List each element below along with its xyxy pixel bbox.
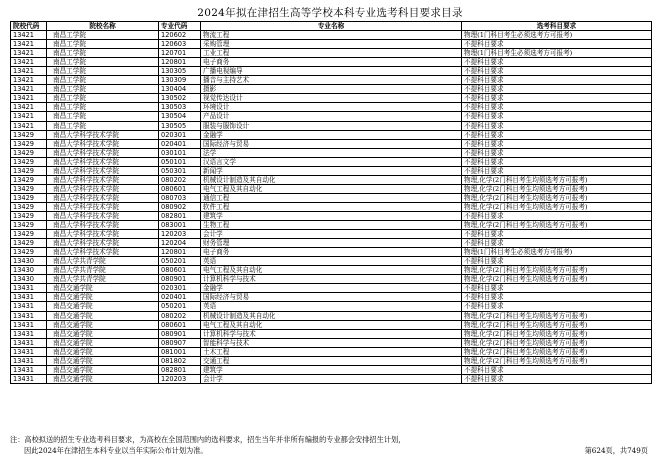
subject-requirement-cell: 物理,化学(2门科目考生均须选考方可报考) [462, 347, 652, 356]
school-code-cell: 13421 [11, 112, 47, 121]
table-row [11, 85, 652, 94]
header-major-code: 专业代码 [159, 22, 201, 31]
school-code-cell: 13421 [11, 40, 47, 49]
subject-requirement-cell: 物理(1门科目考生必须选考方可报考) [462, 49, 652, 58]
major-code-cell: 120203 [159, 230, 201, 239]
school-name-cell: 南昌大学科学技术学院 [47, 184, 159, 193]
subject-requirement-cell: 物理(1门科目考生必须选考方可报考) [462, 248, 652, 257]
table-row [11, 329, 652, 338]
table-row [11, 157, 652, 166]
school-name-cell: 南昌工学院 [47, 76, 159, 85]
school-name-cell: 南昌大学科学技术学院 [47, 211, 159, 220]
table-row [11, 121, 652, 130]
school-code-cell: 13429 [11, 175, 47, 184]
major-code-cell: 120204 [159, 239, 201, 248]
major-name-cell: 交通工程 [201, 356, 462, 365]
school-name-cell: 南昌大学科学技术学院 [47, 239, 159, 248]
major-name-cell: 采购管理 [201, 40, 462, 49]
school-name-cell: 南昌大学科学技术学院 [47, 221, 159, 230]
table-row [11, 230, 652, 239]
school-code-cell: 13421 [11, 85, 47, 94]
major-code-cell: 130503 [159, 103, 201, 112]
table-row [11, 374, 652, 383]
subject-requirement-cell: 不提科目要求 [462, 94, 652, 103]
major-name-cell: 广播电视编导 [201, 67, 462, 76]
major-code-cell: 030101 [159, 148, 201, 157]
subject-requirement-cell: 物理,化学(2门科目考生均须选考方可报考) [462, 193, 652, 202]
table-row [11, 311, 652, 320]
subject-requirement-cell: 物理(1门科目考生必须选考方可报考) [462, 31, 652, 40]
school-code-cell: 13429 [11, 248, 47, 257]
school-code-cell: 13431 [11, 329, 47, 338]
major-name-cell: 服装与服饰设计 [201, 121, 462, 130]
table-row [11, 166, 652, 175]
school-name-cell: 南昌大学科学技术学院 [47, 157, 159, 166]
subject-requirement-cell: 不提科目要求 [462, 85, 652, 94]
subject-requirement-cell: 不提科目要求 [462, 239, 652, 248]
table-row [11, 248, 652, 257]
major-name-cell: 环境设计 [201, 103, 462, 112]
major-name-cell: 软件工程 [201, 202, 462, 211]
table-row [11, 49, 652, 58]
school-code-cell: 13431 [11, 374, 47, 383]
table-row [11, 58, 652, 67]
school-code-cell: 13421 [11, 31, 47, 40]
major-code-cell: 050201 [159, 302, 201, 311]
school-name-cell: 南昌交通学院 [47, 311, 159, 320]
table-row [11, 211, 652, 220]
school-code-cell: 13429 [11, 239, 47, 248]
footnote-line-2: 因此2024年在津招生本科专业以当年实际公布计划为准。 [24, 446, 208, 455]
school-name-cell: 南昌交通学院 [47, 320, 159, 329]
major-code-cell: 081802 [159, 356, 201, 365]
school-name-cell: 南昌交通学院 [47, 347, 159, 356]
school-code-cell: 13421 [11, 76, 47, 85]
school-name-cell: 南昌交通学院 [47, 284, 159, 293]
major-name-cell: 国际经济与贸易 [201, 139, 462, 148]
major-name-cell: 电子商务 [201, 248, 462, 257]
major-code-cell: 130502 [159, 94, 201, 103]
major-code-cell: 081001 [159, 347, 201, 356]
footnote-line-1: 注：高校拟送的招生专业选考科目要求，为高校在全国范围内的选科要求，招生当年并非所有编报的专业都会安排招生计划， [10, 435, 406, 444]
school-code-cell: 13429 [11, 139, 47, 148]
subject-requirement-cell: 不提科目要求 [462, 112, 652, 121]
major-name-cell: 电气工程及其自动化 [201, 266, 462, 275]
major-name-cell: 财务管理 [201, 239, 462, 248]
school-name-cell: 南昌大学科学技术学院 [47, 202, 159, 211]
school-name-cell: 南昌工学院 [47, 58, 159, 67]
table-row [11, 356, 652, 365]
school-name-cell: 南昌大学科学技术学院 [47, 230, 159, 239]
major-code-cell: 130504 [159, 112, 201, 121]
school-name-cell: 南昌工学院 [47, 40, 159, 49]
major-code-cell: 080902 [159, 202, 201, 211]
major-name-cell: 新闻学 [201, 166, 462, 175]
subject-requirement-cell: 物理,化学(2门科目考生均须选考方可报考) [462, 356, 652, 365]
school-code-cell: 13429 [11, 230, 47, 239]
major-code-cell: 020301 [159, 130, 201, 139]
major-name-cell: 会计学 [201, 230, 462, 239]
major-name-cell: 电气工程及其自动化 [201, 184, 462, 193]
school-code-cell: 13421 [11, 49, 47, 58]
school-code-cell: 13429 [11, 130, 47, 139]
school-code-cell: 13421 [11, 103, 47, 112]
subject-requirement-cell: 不提科目要求 [462, 374, 652, 383]
major-code-cell: 050301 [159, 166, 201, 175]
table-row [11, 239, 652, 248]
school-name-cell: 南昌交通学院 [47, 365, 159, 374]
document-title: 2024年拟在津招生高等学校本科专业选考科目要求目录 [197, 7, 463, 19]
school-name-cell: 南昌工学院 [47, 94, 159, 103]
major-name-cell: 汉语言文学 [201, 157, 462, 166]
major-code-cell: 080901 [159, 275, 201, 284]
table-body [11, 31, 652, 384]
subject-requirement-cell: 物理,化学(2门科目考生均须选考方可报考) [462, 184, 652, 193]
subject-requirement-cell: 不提科目要求 [462, 121, 652, 130]
major-name-cell: 通信工程 [201, 193, 462, 202]
school-name-cell: 南昌工学院 [47, 103, 159, 112]
table-row [11, 275, 652, 284]
school-code-cell: 13430 [11, 257, 47, 266]
table-header-row [11, 22, 652, 31]
major-code-cell: 020401 [159, 139, 201, 148]
major-code-cell: 130404 [159, 85, 201, 94]
school-name-cell: 南昌交通学院 [47, 329, 159, 338]
school-name-cell: 南昌大学科学技术学院 [47, 130, 159, 139]
school-name-cell: 南昌大学科学技术学院 [47, 148, 159, 157]
school-name-cell: 南昌工学院 [47, 121, 159, 130]
table-row [11, 320, 652, 329]
header-school-name: 院校名称 [47, 22, 159, 31]
school-code-cell: 13429 [11, 148, 47, 157]
table-row [11, 221, 652, 230]
subject-requirement-cell: 物理,化学(2门科目考生均须选考方可报考) [462, 275, 652, 284]
table-row [11, 266, 652, 275]
major-name-cell: 电子商务 [201, 58, 462, 67]
subject-requirement-cell: 不提科目要求 [462, 257, 652, 266]
school-code-cell: 13429 [11, 211, 47, 220]
major-name-cell: 播音与主持艺术 [201, 76, 462, 85]
major-code-cell: 080202 [159, 175, 201, 184]
major-name-cell: 工业工程 [201, 49, 462, 58]
major-name-cell: 会计学 [201, 374, 462, 383]
major-code-cell: 050201 [159, 257, 201, 266]
table-row [11, 365, 652, 374]
school-name-cell: 南昌工学院 [47, 49, 159, 58]
school-name-cell: 南昌工学院 [47, 67, 159, 76]
major-code-cell: 120603 [159, 40, 201, 49]
subject-requirement-cell: 物理,化学(2门科目考生均须选考方可报考) [462, 202, 652, 211]
table-row [11, 347, 652, 356]
school-code-cell: 13429 [11, 184, 47, 193]
subject-requirement-cell: 物理,化学(2门科目考生均须选考方可报考) [462, 320, 652, 329]
school-name-cell: 南昌工学院 [47, 31, 159, 40]
subject-requirement-cell: 物理,化学(2门科目考生均须选考方可报考) [462, 175, 652, 184]
school-name-cell: 南昌交通学院 [47, 356, 159, 365]
school-code-cell: 13429 [11, 166, 47, 175]
subject-requirement-cell: 不提科目要求 [462, 293, 652, 302]
subject-requirement-cell: 不提科目要求 [462, 365, 652, 374]
school-code-cell: 13429 [11, 202, 47, 211]
school-code-cell: 13429 [11, 193, 47, 202]
table-row [11, 67, 652, 76]
table-row [11, 338, 652, 347]
subject-requirement-cell: 物理,化学(2门科目考生均须选考方可报考) [462, 221, 652, 230]
subject-requirement-cell: 不提科目要求 [462, 302, 652, 311]
school-code-cell: 13429 [11, 157, 47, 166]
subject-requirement-cell: 不提科目要求 [462, 40, 652, 49]
subject-requirement-cell: 不提科目要求 [462, 130, 652, 139]
major-code-cell: 080907 [159, 338, 201, 347]
school-code-cell: 13421 [11, 94, 47, 103]
major-name-cell: 国际经济与贸易 [201, 293, 462, 302]
major-code-cell: 020401 [159, 293, 201, 302]
school-code-cell: 13431 [11, 284, 47, 293]
major-code-cell: 080601 [159, 320, 201, 329]
school-name-cell: 南昌大学科学技术学院 [47, 166, 159, 175]
school-name-cell: 南昌大学共青学院 [47, 266, 159, 275]
table-row [11, 139, 652, 148]
major-name-cell: 机械设计制造及其自动化 [201, 175, 462, 184]
major-name-cell: 机械设计制造及其自动化 [201, 311, 462, 320]
major-name-cell: 电气工程及其自动化 [201, 320, 462, 329]
major-code-cell: 120602 [159, 31, 201, 40]
school-name-cell: 南昌大学科学技术学院 [47, 193, 159, 202]
major-name-cell: 金融学 [201, 284, 462, 293]
school-name-cell: 南昌交通学院 [47, 374, 159, 383]
major-name-cell: 计算机科学与技术 [201, 275, 462, 284]
table-row [11, 284, 652, 293]
table-row [11, 76, 652, 85]
major-name-cell: 建筑学 [201, 365, 462, 374]
table-row [11, 257, 652, 266]
major-code-cell: 120701 [159, 49, 201, 58]
page-number: 第624页，共749页 [584, 446, 648, 455]
major-code-cell: 130309 [159, 76, 201, 85]
major-name-cell: 英语 [201, 257, 462, 266]
table-row [11, 130, 652, 139]
school-name-cell: 南昌交通学院 [47, 293, 159, 302]
header-school-code: 院校代码 [11, 22, 47, 31]
school-code-cell: 13431 [11, 338, 47, 347]
subject-requirement-cell: 不提科目要求 [462, 284, 652, 293]
subject-requirement-cell: 不提科目要求 [462, 211, 652, 220]
school-name-cell: 南昌大学共青学院 [47, 257, 159, 266]
major-code-cell: 083001 [159, 221, 201, 230]
major-name-cell: 建筑学 [201, 211, 462, 220]
major-code-cell: 080601 [159, 266, 201, 275]
major-name-cell: 视觉传达设计 [201, 94, 462, 103]
school-name-cell: 南昌大学科学技术学院 [47, 175, 159, 184]
major-code-cell: 080202 [159, 311, 201, 320]
school-name-cell: 南昌大学科学技术学院 [47, 139, 159, 148]
subject-requirement-cell: 物理,化学(2门科目考生均须选考方可报考) [462, 329, 652, 338]
subject-requirement-cell: 物理,化学(2门科目考生均须选考方可报考) [462, 266, 652, 275]
school-code-cell: 13429 [11, 221, 47, 230]
major-name-cell: 摄影 [201, 85, 462, 94]
major-code-cell: 082801 [159, 365, 201, 374]
table-row [11, 184, 652, 193]
subject-requirement-cell: 物理,化学(2门科目考生均须选考方可报考) [462, 338, 652, 347]
major-name-cell: 产品设计 [201, 112, 462, 121]
school-code-cell: 13431 [11, 347, 47, 356]
school-code-cell: 13431 [11, 356, 47, 365]
header-major-name: 专业名称 [201, 22, 462, 31]
subject-requirement-cell: 不提科目要求 [462, 148, 652, 157]
school-code-cell: 13421 [11, 121, 47, 130]
major-name-cell: 土木工程 [201, 347, 462, 356]
school-code-cell: 13430 [11, 275, 47, 284]
major-code-cell: 080703 [159, 193, 201, 202]
subject-requirement-cell: 不提科目要求 [462, 157, 652, 166]
major-code-cell: 130305 [159, 67, 201, 76]
table-row [11, 293, 652, 302]
major-name-cell: 计算机科学与技术 [201, 329, 462, 338]
major-code-cell: 120801 [159, 58, 201, 67]
major-code-cell: 120801 [159, 248, 201, 257]
school-code-cell: 13431 [11, 302, 47, 311]
school-code-cell: 13421 [11, 58, 47, 67]
table-row [11, 31, 652, 40]
table-row [11, 302, 652, 311]
table-row [11, 103, 652, 112]
subject-requirement-cell: 不提科目要求 [462, 76, 652, 85]
school-code-cell: 13431 [11, 365, 47, 374]
subject-requirement-cell: 不提科目要求 [462, 139, 652, 148]
school-name-cell: 南昌交通学院 [47, 338, 159, 347]
school-name-cell: 南昌交通学院 [47, 302, 159, 311]
subject-requirement-cell: 不提科目要求 [462, 103, 652, 112]
major-name-cell: 智能科学与技术 [201, 338, 462, 347]
table-row [11, 193, 652, 202]
major-code-cell: 080901 [159, 329, 201, 338]
school-name-cell: 南昌工学院 [47, 112, 159, 121]
header-subject-requirement: 选考科目要求 [462, 22, 652, 31]
table-row [11, 175, 652, 184]
table-row [11, 112, 652, 121]
major-code-cell: 130505 [159, 121, 201, 130]
major-code-cell: 020301 [159, 284, 201, 293]
school-code-cell: 13421 [11, 67, 47, 76]
subject-requirement-cell: 物理,化学(2门科目考生均须选考方可报考) [462, 311, 652, 320]
subject-requirement-cell: 不提科目要求 [462, 67, 652, 76]
major-name-cell: 英语 [201, 302, 462, 311]
major-name-cell: 物流工程 [201, 31, 462, 40]
subject-requirements-table [10, 21, 652, 384]
school-code-cell: 13431 [11, 311, 47, 320]
subject-requirement-cell: 不提科目要求 [462, 230, 652, 239]
school-code-cell: 13431 [11, 293, 47, 302]
school-code-cell: 13431 [11, 320, 47, 329]
major-code-cell: 080601 [159, 184, 201, 193]
major-name-cell: 金融学 [201, 130, 462, 139]
school-name-cell: 南昌大学科学技术学院 [47, 248, 159, 257]
major-name-cell: 生物工程 [201, 221, 462, 230]
school-code-cell: 13430 [11, 266, 47, 275]
major-code-cell: 120203 [159, 374, 201, 383]
table-row [11, 202, 652, 211]
table-row [11, 94, 652, 103]
subject-requirement-cell: 不提科目要求 [462, 58, 652, 67]
subject-requirement-cell: 不提科目要求 [462, 166, 652, 175]
table-row [11, 40, 652, 49]
table-row [11, 148, 652, 157]
school-name-cell: 南昌大学共青学院 [47, 275, 159, 284]
school-name-cell: 南昌工学院 [47, 85, 159, 94]
major-name-cell: 法学 [201, 148, 462, 157]
major-code-cell: 050101 [159, 157, 201, 166]
major-code-cell: 082801 [159, 211, 201, 220]
